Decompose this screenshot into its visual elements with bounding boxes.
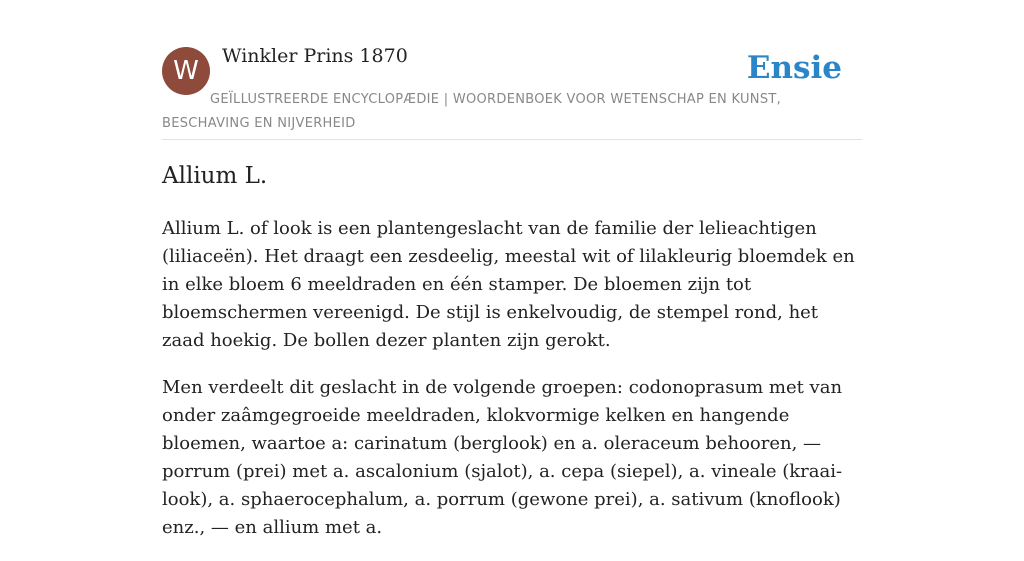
article-body [162, 215, 862, 561]
ensie-logo-link[interactable]: Ensie [746, 50, 842, 86]
source-title-link[interactable]: Winkler Prins 1870 [222, 45, 408, 67]
source-avatar[interactable]: W [162, 47, 210, 95]
source-subtitle: GEÏLLUSTREERDE ENCYCLOPÆDIE | WOORDENBOEK VOOR WETENSCHAP EN KUNST, BESCHAVING EN NIJVERHEID [162, 92, 782, 131]
page-container [162, 0, 862, 538]
source-header [162, 0, 862, 140]
article-paragraph: Allium L. of look is een plantengeslacht van de familie der lelieachtigen (liliaceën). Het draagt een zesdeelig, meestal wit of lilakleurig bloemdek en in elke bloem 6 meeldraden en één stamper. De bloemen zijn tot bloemschermen vereenigd. De stijl is enkelvoudig, de stempel rond, het zaad hoekig. De bollen dezer planten zijn gerokt. [162, 218, 855, 351]
article-paragraph: Men verdeelt dit geslacht in de volgende groepen: codonoprasum met van onder zaâmgegroeide meeldraden, klokvormige kelken en hangende bloemen, waartoe a: carinatum (berglook) en a. oleraceum behooren, — porrum (prei) met a. ascalonium (sjalot), a. cepa (siepel), a. vineale (kraai-look), a. sphaerocephalum, a. porrum (gewone prei), a. sativum (knoflook) enz., — en allium met a. [162, 377, 843, 538]
article-title: Allium L. [162, 163, 268, 189]
